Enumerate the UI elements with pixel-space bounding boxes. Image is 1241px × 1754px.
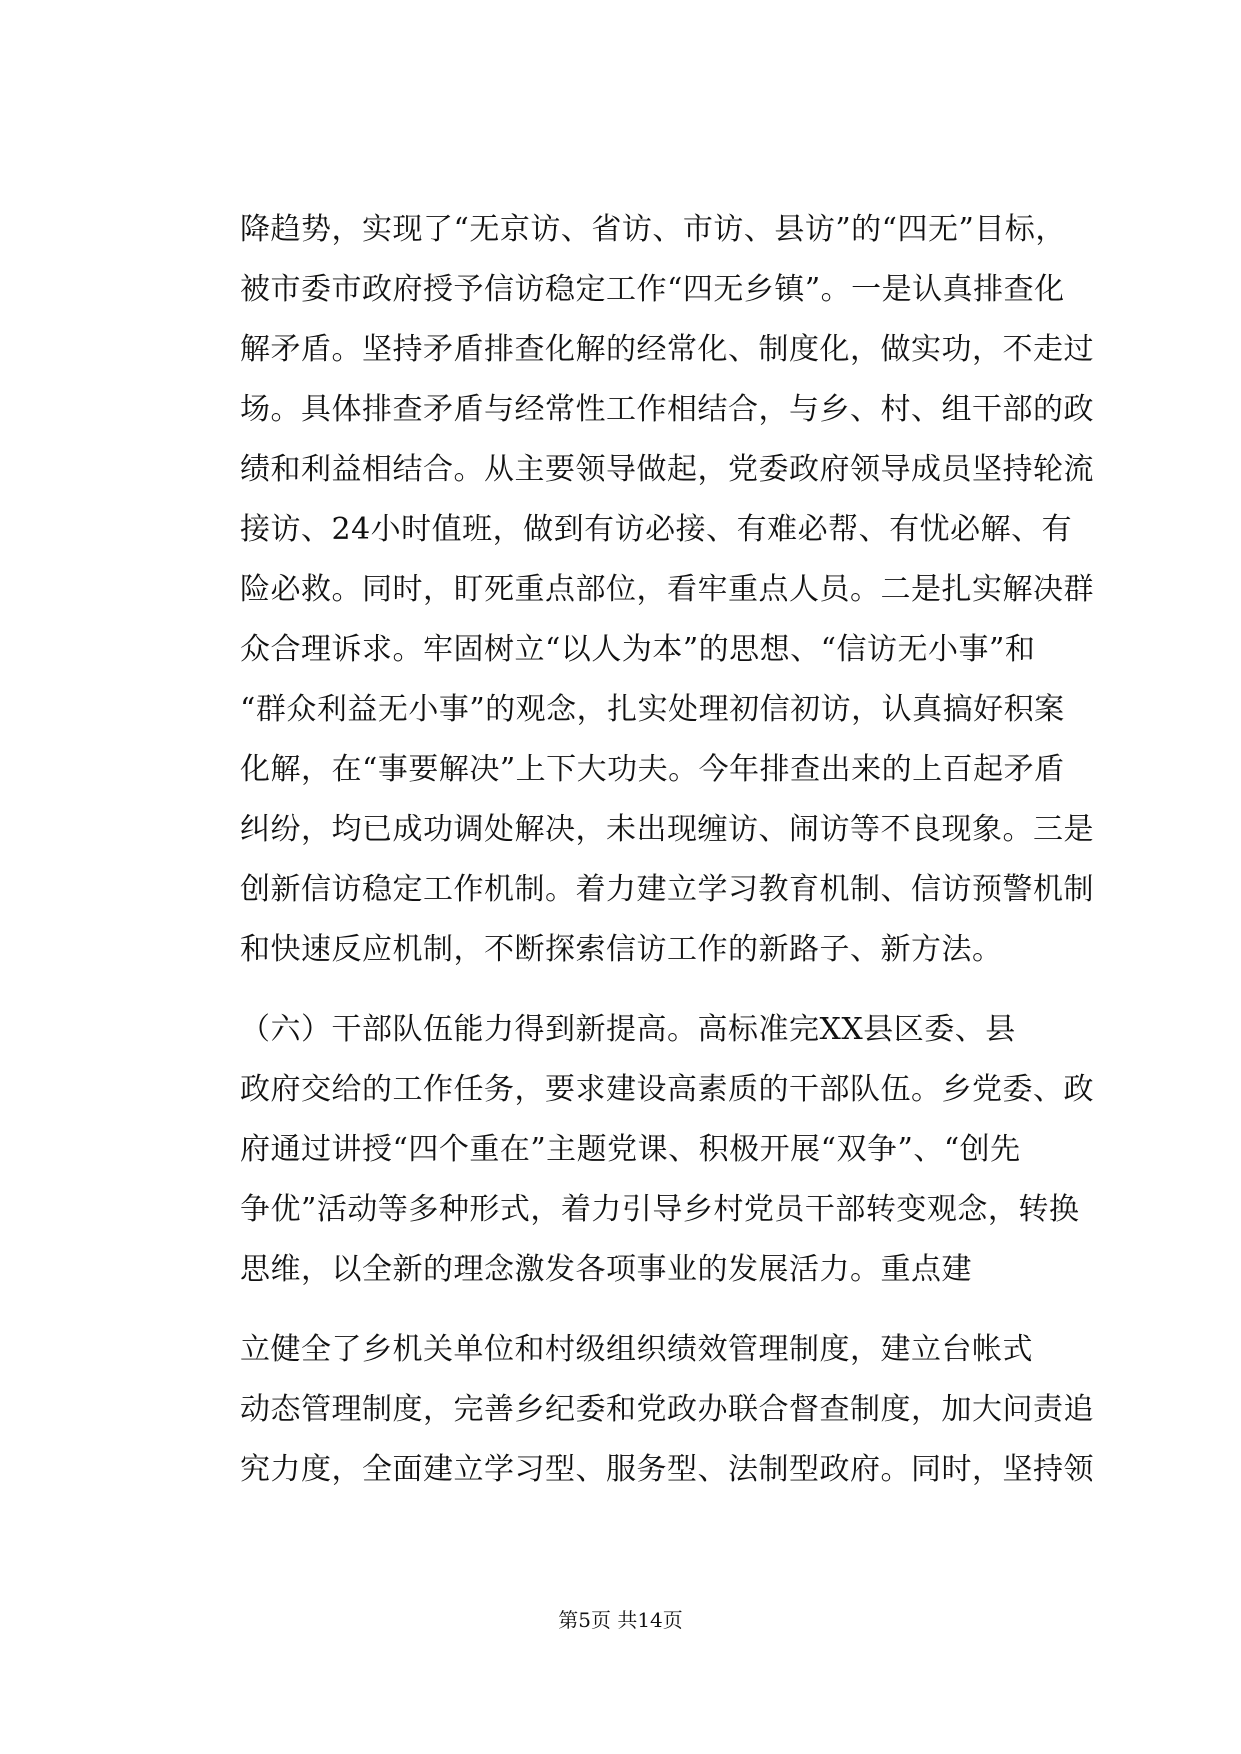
body-text-line: 接访、24小时值班，做到有访必接、有难必帮、有忧必解、有 <box>240 512 1073 547</box>
body-text-line: 场。具体排查矛盾与经常性工作相结合，与乡、村、组干部的政 <box>240 392 1094 427</box>
body-text-line: 动态管理制度，完善乡纪委和党政办联合督查制度，加大问责追 <box>240 1392 1094 1427</box>
body-text-line: 化解，在“事要解决”上下大功夫。今年排查出来的上百起矛盾 <box>240 752 1065 787</box>
body-text-line: 众合理诉求。牢固树立“以人为本”的思想、“信访无小事”和 <box>240 632 1036 667</box>
body-text-line: 降趋势，实现了“无京访、省访、市访、县访”的“四无”目标， <box>240 212 1066 247</box>
body-text-line: 政府交给的工作任务，要求建设高素质的干部队伍。乡党委、政 <box>240 1072 1094 1107</box>
body-text-line: 被市委市政府授予信访稳定工作“四无乡镇”。一是认真排查化 <box>240 272 1065 307</box>
body-text-line: 绩和利益相结合。从主要领导做起，党委政府领导成员坚持轮流 <box>240 452 1094 487</box>
body-text-line: 险必救。同时，盯死重点部位，看牢重点人员。二是扎实解决群 <box>240 572 1094 607</box>
body-text-line: 和快速反应机制，不断探索信访工作的新路子、新方法。 <box>240 932 1003 967</box>
body-text-line: 立健全了乡机关单位和村级组织绩效管理制度，建立台帐式 <box>240 1332 1033 1367</box>
body-text-line: 纠纷，均已成功调处解决，未出现缠访、闹访等不良现象。三是 <box>240 812 1094 847</box>
body-text-line: 解矛盾。坚持矛盾排查化解的经常化、制度化，做实功，不走过 <box>240 332 1094 367</box>
body-text-line: 创新信访稳定工作机制。着力建立学习教育机制、信访预警机制 <box>240 872 1094 907</box>
body-text-line: 思维，以全新的理念激发各项事业的发展活力。重点建 <box>240 1252 972 1287</box>
section-heading-line: （六）干部队伍能力得到新提高。高标准完XX县区委、县 <box>240 1012 1016 1047</box>
body-text-line: 究力度，全面建立学习型、服务型、法制型政府。同时，坚持领 <box>240 1452 1094 1487</box>
body-text-line: “群众利益无小事”的观念，扎实处理初信初访，认真搞好积案 <box>240 692 1065 727</box>
page-number-footer: 第5页 共14页 <box>558 1608 683 1632</box>
body-text-line: 府通过讲授“四个重在”主题党课、积极开展“双争”、“创先 <box>240 1132 1021 1167</box>
body-text-line: 争优”活动等多种形式，着力引导乡村党员干部转变观念，转换 <box>240 1192 1080 1227</box>
